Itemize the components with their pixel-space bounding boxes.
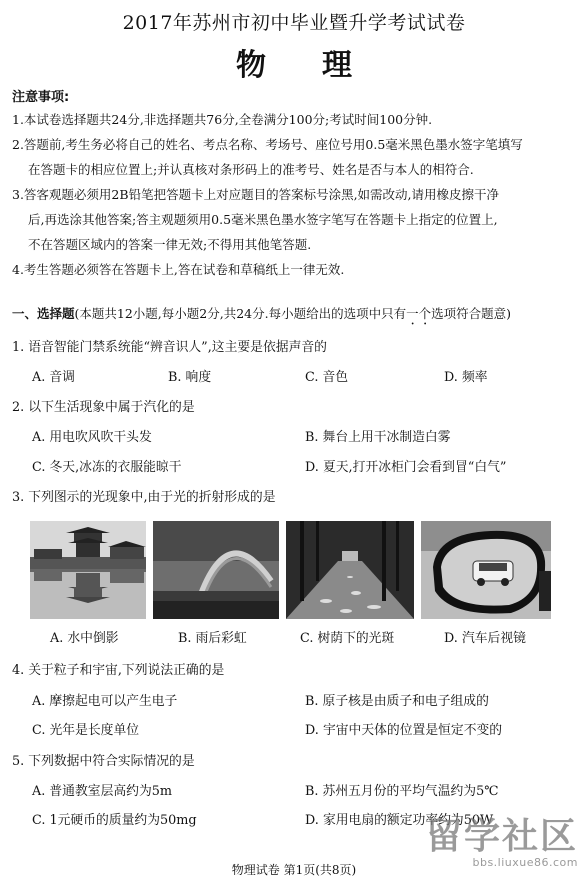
subject-char: 理 [322, 48, 352, 83]
image-caption: D. 汽车后视镜 [444, 631, 526, 646]
photo-tree-shade [286, 521, 414, 619]
option: D. 宇宙中天体的位置是恒定不变的 [305, 723, 503, 738]
option: B. 响度 [168, 370, 212, 385]
notice-line: 在答题卡的相应位置上;并认真核对条形码上的准考号、姓名是否与本人的相符合. [28, 162, 474, 177]
option: A. 摩擦起电可以产生电子 [32, 694, 178, 709]
subject-char: 物 [236, 48, 266, 83]
option: D. 夏天,打开冰柜门会看到冒“白气” [305, 460, 507, 475]
notice-line: 3.答客观题必须用2B铅笔把答题卡上对应题目的答案标号涂黑,如需改动,请用橡皮擦干净 [12, 187, 500, 202]
watermark-text: 留学社区 [425, 816, 578, 857]
image-caption: B. 雨后彩虹 [178, 631, 247, 646]
page-footer: 物理试卷 第1页(共8页) [231, 863, 357, 877]
option: C. 音色 [305, 370, 349, 385]
option: A. 普通教室层高约为5m [32, 784, 173, 799]
option: D. 频率 [444, 370, 488, 385]
notice-line: 不在答题区域内的答案一律无效;不得用其他笔答题. [28, 237, 312, 252]
notice-line: 1.本试卷选择题共24分,非选择题共76分,全卷满分100分;考试时间100分钟. [12, 112, 433, 127]
section-title: 一、选择题 [12, 306, 75, 321]
option: C. 1元硬币的质量约为50mg [32, 813, 197, 828]
notice-line: 后,再选涂其他答案;答主观题须用0.5毫米黑色墨水签字笔写在答题卡上指定的位置上, [28, 212, 498, 227]
option: B. 苏州五月份的平均气温约为5℃ [305, 784, 499, 799]
section-desc: (本题共12小题,每小题2分,共24分.每小题给出的选项中只有 [74, 306, 407, 321]
option: C. 冬天,冰冻的衣服能晾干 [32, 460, 182, 475]
question-stem: 1. 语音智能门禁系统能“辨音识人”,这主要是依据声音的 [12, 340, 327, 355]
subject-title [0, 40, 588, 84]
option: B. 原子核是由质子和电子组成的 [305, 694, 489, 709]
notice-line: 4.考生答题必须答在答题卡上,答在试卷和草稿纸上一律无效. [12, 262, 345, 277]
section-emphasis: 一个 [406, 306, 432, 321]
watermark-url: bbs.liuxue86.com [472, 856, 578, 869]
option: C. 光年是长度单位 [32, 723, 140, 738]
photo-rearview-mirror [421, 521, 551, 619]
photo-water-reflection [30, 521, 146, 619]
option: A. 音调 [32, 370, 75, 385]
option: D. 家用电扇的额定功率约为50W [305, 813, 494, 828]
question-stem: 4. 关于粒子和宇宙,下列说法正确的是 [12, 663, 225, 678]
image-caption: A. 水中倒影 [50, 631, 119, 646]
notice-line: 2.答题前,考生务必将自己的姓名、考点名称、考场号、座位号用0.5毫米黑色墨水签字笔填写 [12, 137, 523, 152]
photo-rainbow [153, 521, 279, 619]
image-caption: C. 树荫下的光斑 [300, 631, 395, 646]
exam-title: 2017年苏州市初中毕业暨升学考试试卷 [122, 12, 466, 34]
option: A. 用电吹风吹干头发 [32, 430, 152, 445]
notice-heading: 注意事项: [12, 90, 70, 105]
question-stem: 3. 下列图示的光现象中,由于光的折射形成的是 [12, 490, 276, 505]
section-heading [12, 304, 511, 328]
question-stem: 2. 以下生活现象中属于汽化的是 [12, 400, 195, 415]
question-stem: 5. 下列数据中符合实际情况的是 [12, 754, 195, 769]
option: B. 舞台上用干冰制造白雾 [305, 430, 451, 445]
section-desc-end: 选项符合题意) [431, 306, 511, 321]
